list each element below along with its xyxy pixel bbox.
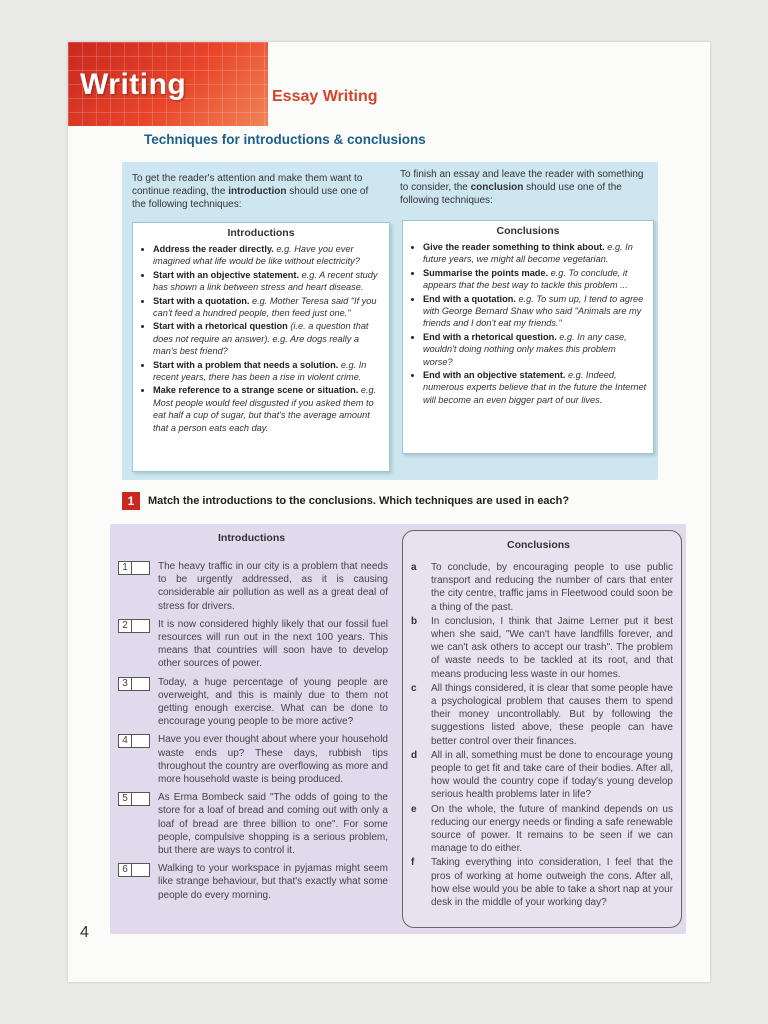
introduction-technique-item [153,359,383,384]
conclusion-text: On the whole, the future of mankind depends on us reducing our energy needs or finding a safe renewable source of power. It remains to be seen if we can manage to do either. [431,803,673,855]
introduction-text: Have you ever thought about where your household waste ends up? These days, rubbish tips throughout the country are overflowing as more and more household waste is being produced. [158,734,388,786]
conclusion-technique-item [423,369,647,406]
conclusion-technique-example: e.g. In any case, wouldn't doing nothing only makes this problem worse? [423,331,627,367]
introduction-technique-name: Address the reader directly. [153,244,274,254]
answer-box[interactable] [118,677,150,691]
introduction-text: Walking to your workspace in pyjamas might seem like strange behaviour, but that's exactly what some people do every morning. [158,863,388,901]
introduction-technique-item [153,243,383,268]
introduction-text: It is now considered highly likely that our fossil fuel resources will run out in the next 100 years. This means that countries will soon have to develop other sources of power. [158,618,388,670]
conclusion-paragraph [411,856,673,909]
introduction-number: 3 [119,678,132,690]
introduction-paragraph [118,676,388,729]
conclusion-paragraph [411,682,673,748]
conclusion-text: All in all, something must be done to encourage young people to get fit and take care of their bodies. After all, how would the country cope if today's young develop serious health problems later in life? [431,749,673,801]
introduction-number: 2 [119,620,132,632]
exercise-instruction-text: Match the introductions to the conclusions. Which techniques are used in each? [148,494,570,507]
conclusion-letter: c [411,682,417,694]
conclusion-technique-name: Summarise the points made. [423,267,549,278]
page-number: 4 [80,924,89,941]
conclusion-technique-example: e.g. To sum up, I tend to agree with George Bernard Shaw who said "Animals are my friends and I don't eat my friends." [423,293,644,329]
banner-title: Writing [80,68,187,101]
conclusions-techniques-card [402,220,654,454]
introductions-card-heading: Introductions [227,227,295,239]
introduction-technique-name: Start with a problem that needs a solution. [153,359,339,370]
conclusion-letter: f [411,857,415,869]
introduction-lead-text: To get the reader's attention and make them want to continue reading, the introduction should use one of the following techniques: [132,173,369,210]
introduction-text: The heavy traffic in our city is a problem that needs to be urgently addressed, as it is causing considerable air pollution as well as a great deal of stress for drivers. [158,561,388,612]
answer-box[interactable] [118,792,150,806]
introduction-technique-item [153,320,383,357]
introduction-paragraph [118,560,388,613]
introduction-paragraph [118,862,388,902]
conclusion-technique-item [423,331,647,368]
conclusion-letter: d [411,749,418,761]
introduction-technique-example: e.g. Mother Teresa said "If you can't feed a hundred people, then feed just one." [153,295,377,319]
introduction-technique-example: e.g. Have you ever imagined what life would be like without electricity? [153,244,360,267]
introduction-paragraph [118,618,388,671]
conclusion-text: All things considered, it is clear that some people have a psychological problem that causes them to spend their money uncontrollably. But by following the suggestions listed above, these people can have better control over their finances. [431,682,673,747]
conclusion-text: Taking everything into consideration, I feel that the pros of working at home outweigh the cons. After all, how else would you be able to take a short nap at your desk in the middle of your working day? [431,857,673,909]
conclusion-paragraph [411,749,673,802]
conclusion-paragraph [411,615,673,681]
conclusion-technique-item [423,293,647,330]
introduction-technique-name: Start with a rhetorical question [153,321,288,332]
conclusion-lead-text: To finish an essay and leave the reader with something to consider, the conclusion should use one of the following techniques: [400,169,644,206]
matching-conclusions-list [411,561,673,910]
conclusion-technique-example: e.g. To conclude, it appears that the best way to tackle this problem ... [423,267,628,291]
answer-box[interactable] [118,734,150,748]
matching-introductions-list [118,560,388,907]
conclusion-technique-item [423,241,647,266]
introduction-technique-example: e.g. In recent years, there has been a rise in violent crime. [153,359,367,383]
matching-exercise-panel [110,524,686,934]
writing-banner [68,42,268,126]
matching-conclusions-heading: Conclusions [507,539,571,551]
conclusions-technique-list [403,241,653,406]
introductions-technique-list [133,243,389,434]
conclusion-paragraph [411,803,673,856]
conclusion-technique-name: End with a rhetorical question. [423,331,557,342]
introduction-number: 6 [119,864,132,876]
techniques-panel [122,162,658,480]
conclusion-text: In conclusion, I think that Jaime Lerner put it best when she said, "We can't have landfills forever, and we can't ask others to accept our trash". The problem of waste needs to be tackled at its root, and that means producing less waste in our homes. [431,615,673,680]
introduction-technique-name: Start with an objective statement. [153,269,300,280]
introduction-technique-item [153,295,383,320]
introduction-technique-example: e.g. A recent study has shown a link between stress and heart disease. [153,269,378,293]
conclusion-letter: e [411,803,417,815]
section-title: Essay Writing [272,88,378,105]
answer-box[interactable] [118,863,150,877]
introduction-technique-name: Start with a quotation. [153,295,250,306]
conclusion-text: To conclude, by encouraging people to use public transport and reducing the number of cars that enter the city centre, traffic jams in Fleetwood could soon be a thing of the past. [431,562,673,613]
conclusion-technique-name: End with an objective statement. [423,370,566,381]
introduction-paragraph [118,733,388,786]
conclusion-technique-example: e.g. Indeed, numerous experts believe that in the future the Internet will become an even bigger part of our lives. [423,370,647,405]
matching-introductions-heading: Introductions [218,532,286,544]
introduction-technique-name: Make reference to a strange scene or situation. [153,385,359,396]
exercise-instruction [122,492,682,510]
introductions-techniques-card [132,222,390,472]
matching-conclusions-panel [402,530,682,928]
introduction-number: 4 [119,735,132,747]
introduction-technique-item [153,384,383,434]
worksheet-page [68,42,710,982]
conclusions-card-heading: Conclusions [496,225,560,237]
conclusion-letter: a [411,562,417,573]
introduction-technique-example: (i.e. a question that does not require an answer). e.g. Are dogs really a man's best friend? [153,321,369,357]
introduction-number: 5 [119,793,132,805]
answer-box[interactable] [118,619,150,633]
techniques-subtitle: Techniques for introductions & conclusions [144,132,426,147]
introduction-text: As Erma Bombeck said "The odds of going to the store for a loaf of bread and coming out with only a loaf of bread are three billion to one". For some people, compulsive shopping is a serious problem, but there are ways to control it. [158,792,388,857]
conclusion-technique-item [423,267,647,292]
introduction-text: Today, a huge percentage of young people are overweight, and this is mainly due to them not getting enough exercise. What can be done to encourage young people to be more active? [158,676,388,728]
introduction-number: 1 [119,562,132,574]
introduction-technique-example: e.g. Most people would feel disgusted if you asked them to eat half a cup of sugar, but that's the average amount that a person eats each day. [153,385,377,433]
answer-box[interactable] [118,561,150,575]
exercise-number-badge: 1 [122,492,140,510]
conclusion-technique-example: e.g. In future years, we might all become vegetarian. [423,242,633,265]
conclusion-technique-name: Give the reader something to think about. [423,242,605,252]
introduction-technique-item [153,269,383,294]
conclusion-technique-name: End with a quotation. [423,293,516,304]
conclusion-paragraph [411,561,673,614]
conclusion-letter: b [411,615,418,627]
introduction-paragraph [118,791,388,857]
